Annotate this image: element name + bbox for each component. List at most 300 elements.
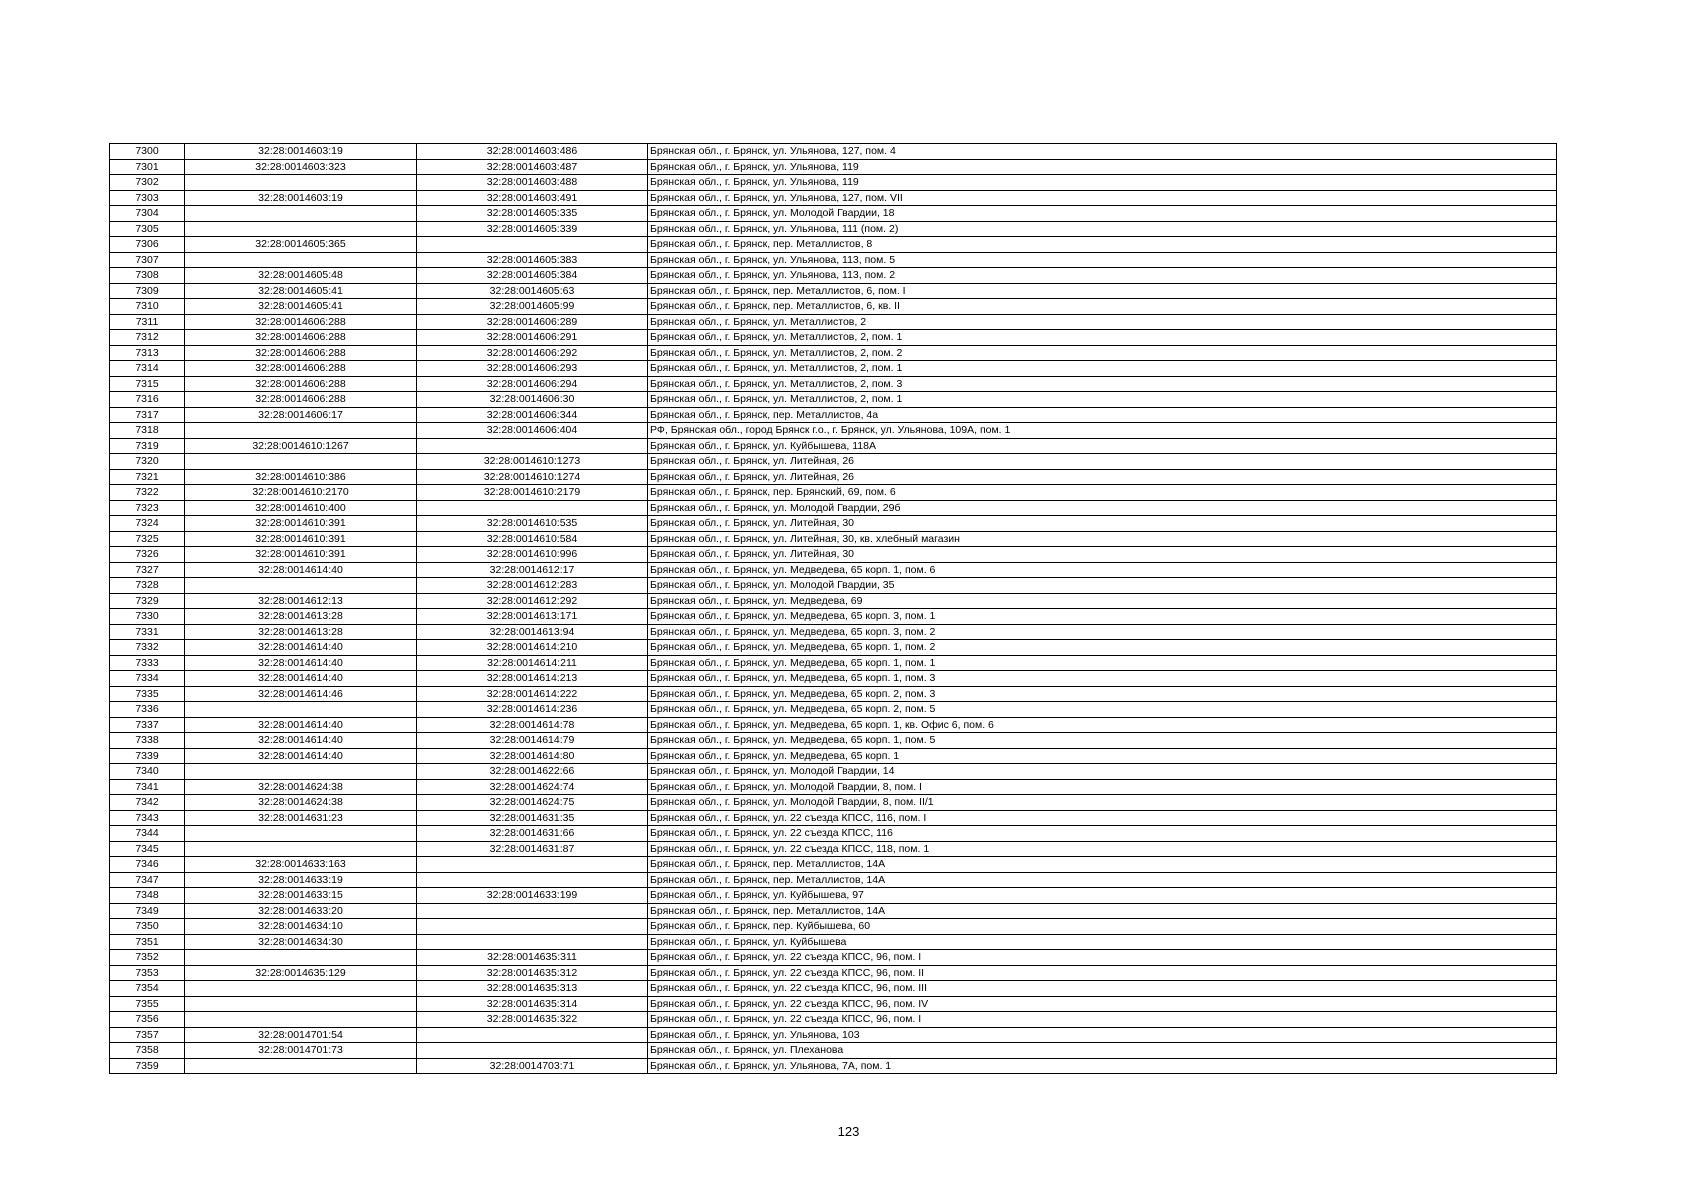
address-cell: Брянская обл., г. Брянск, ул. Медведева, 69: [648, 593, 1557, 609]
object-number-cell: 32:28:0014631:66: [417, 826, 648, 842]
address-cell: Брянская обл., г. Брянск, ул. Молодой Гвардии, 35: [648, 578, 1557, 594]
table-row: [110, 516, 1557, 532]
row-number-cell: 7347: [110, 872, 185, 888]
address-cell: Брянская обл., г. Брянск, пер. Брянский, 69, пом. 6: [648, 485, 1557, 501]
table-row: [110, 702, 1557, 718]
parcel-number-cell: [185, 702, 417, 718]
address-cell: Брянская обл., г. Брянск, ул. Медведева, 65 корп. 2, пом. 5: [648, 702, 1557, 718]
table-row: [110, 872, 1557, 888]
object-number-cell: 32:28:0014612:283: [417, 578, 648, 594]
address-cell: Брянская обл., г. Брянск, ул. Литейная, 26: [648, 469, 1557, 485]
row-number-cell: 7336: [110, 702, 185, 718]
object-number-cell: [417, 919, 648, 935]
parcel-number-cell: 32:28:0014633:19: [185, 872, 417, 888]
object-number-cell: 32:28:0014635:312: [417, 965, 648, 981]
row-number-cell: 7307: [110, 252, 185, 268]
table-row: [110, 593, 1557, 609]
table-row: [110, 1058, 1557, 1074]
row-number-cell: 7359: [110, 1058, 185, 1074]
row-number-cell: 7300: [110, 144, 185, 160]
row-number-cell: 7326: [110, 547, 185, 563]
row-number-cell: 7310: [110, 299, 185, 315]
object-number-cell: 32:28:0014610:2179: [417, 485, 648, 501]
object-number-cell: 32:28:0014635:322: [417, 1012, 648, 1028]
row-number-cell: 7314: [110, 361, 185, 377]
parcel-number-cell: 32:28:0014634:30: [185, 934, 417, 950]
address-cell: Брянская обл., г. Брянск, ул. Литейная, 26: [648, 454, 1557, 470]
parcel-number-cell: 32:28:0014610:400: [185, 500, 417, 516]
address-cell: Брянская обл., г. Брянск, ул. 22 съезда КПСС, 116, пом. I: [648, 810, 1557, 826]
row-number-cell: 7351: [110, 934, 185, 950]
row-number-cell: 7332: [110, 640, 185, 656]
parcel-number-cell: 32:28:0014606:17: [185, 407, 417, 423]
parcel-number-cell: [185, 1058, 417, 1074]
object-number-cell: [417, 857, 648, 873]
table-row: [110, 562, 1557, 578]
object-number-cell: 32:28:0014614:222: [417, 686, 648, 702]
object-number-cell: 32:28:0014610:584: [417, 531, 648, 547]
parcel-number-cell: [185, 950, 417, 966]
parcel-number-cell: 32:28:0014631:23: [185, 810, 417, 826]
address-cell: Брянская обл., г. Брянск, ул. Куйбышева, 118А: [648, 438, 1557, 454]
parcel-number-cell: 32:28:0014605:365: [185, 237, 417, 253]
table-row: [110, 237, 1557, 253]
object-number-cell: 32:28:0014610:535: [417, 516, 648, 532]
object-number-cell: [417, 237, 648, 253]
object-number-cell: 32:28:0014606:291: [417, 330, 648, 346]
table-row: [110, 314, 1557, 330]
address-cell: Брянская обл., г. Брянск, пер. Куйбышева, 60: [648, 919, 1557, 935]
table-row: [110, 810, 1557, 826]
object-number-cell: 32:28:0014614:80: [417, 748, 648, 764]
row-number-cell: 7338: [110, 733, 185, 749]
address-cell: Брянская обл., г. Брянск, ул. Металлистов, 2, пом. 2: [648, 345, 1557, 361]
object-number-cell: 32:28:0014610:1274: [417, 469, 648, 485]
table-row: [110, 1012, 1557, 1028]
row-number-cell: 7352: [110, 950, 185, 966]
row-number-cell: 7313: [110, 345, 185, 361]
address-cell: Брянская обл., г. Брянск, пер. Металлистов, 14А: [648, 857, 1557, 873]
object-number-cell: 32:28:0014606:30: [417, 392, 648, 408]
parcel-number-cell: 32:28:0014614:40: [185, 640, 417, 656]
parcel-number-cell: 32:28:0014605:41: [185, 299, 417, 315]
parcel-number-cell: 32:28:0014612:13: [185, 593, 417, 609]
row-number-cell: 7308: [110, 268, 185, 284]
table-row: [110, 500, 1557, 516]
row-number-cell: 7334: [110, 671, 185, 687]
object-number-cell: 32:28:0014605:339: [417, 221, 648, 237]
parcel-number-cell: 32:28:0014610:1267: [185, 438, 417, 454]
address-cell: Брянская обл., г. Брянск, ул. 22 съезда КПСС, 96, пом. I: [648, 950, 1557, 966]
object-number-cell: 32:28:0014622:66: [417, 764, 648, 780]
table-row: [110, 624, 1557, 640]
object-number-cell: 32:28:0014605:63: [417, 283, 648, 299]
table-row: [110, 748, 1557, 764]
parcel-number-cell: 32:28:0014610:2170: [185, 485, 417, 501]
address-cell: Брянская обл., г. Брянск, ул. Ульянова, 113, пом. 2: [648, 268, 1557, 284]
table-row: [110, 609, 1557, 625]
object-number-cell: 32:28:0014610:996: [417, 547, 648, 563]
row-number-cell: 7331: [110, 624, 185, 640]
object-number-cell: 32:28:0014610:1273: [417, 454, 648, 470]
object-number-cell: 32:28:0014603:486: [417, 144, 648, 160]
address-cell: Брянская обл., г. Брянск, ул. Ульянова, 127, пом. 4: [648, 144, 1557, 160]
table-row: [110, 221, 1557, 237]
address-cell: Брянская обл., г. Брянск, ул. Металлистов, 2, пом. 1: [648, 330, 1557, 346]
table-row: [110, 826, 1557, 842]
parcel-number-cell: 32:28:0014614:46: [185, 686, 417, 702]
parcel-number-cell: 32:28:0014606:288: [185, 361, 417, 377]
object-number-cell: 32:28:0014614:236: [417, 702, 648, 718]
address-cell: Брянская обл., г. Брянск, ул. 22 съезда КПСС, 96, пом. III: [648, 981, 1557, 997]
address-cell: Брянская обл., г. Брянск, ул. 22 съезда КПСС, 118, пом. 1: [648, 841, 1557, 857]
row-number-cell: 7311: [110, 314, 185, 330]
parcel-number-cell: 32:28:0014614:40: [185, 733, 417, 749]
parcel-number-cell: 32:28:0014614:40: [185, 717, 417, 733]
table-row: [110, 640, 1557, 656]
table-row: [110, 283, 1557, 299]
row-number-cell: 7323: [110, 500, 185, 516]
parcel-number-cell: 32:28:0014606:288: [185, 392, 417, 408]
row-number-cell: 7346: [110, 857, 185, 873]
row-number-cell: 7304: [110, 206, 185, 222]
object-number-cell: 32:28:0014603:488: [417, 175, 648, 191]
address-cell: Брянская обл., г. Брянск, ул. Медведева, 65 корп. 1, пом. 1: [648, 655, 1557, 671]
object-number-cell: 32:28:0014614:79: [417, 733, 648, 749]
table-row: [110, 438, 1557, 454]
row-number-cell: 7325: [110, 531, 185, 547]
row-number-cell: 7318: [110, 423, 185, 439]
address-cell: Брянская обл., г. Брянск, ул. Куйбышева: [648, 934, 1557, 950]
parcel-number-cell: 32:28:0014603:19: [185, 144, 417, 160]
table-row: [110, 795, 1557, 811]
address-cell: Брянская обл., г. Брянск, ул. Медведева, 65 корп. 3, пом. 1: [648, 609, 1557, 625]
object-number-cell: [417, 872, 648, 888]
parcel-number-cell: [185, 1012, 417, 1028]
row-number-cell: 7335: [110, 686, 185, 702]
object-number-cell: 32:28:0014624:75: [417, 795, 648, 811]
row-number-cell: 7309: [110, 283, 185, 299]
address-cell: РФ, Брянская обл., город Брянск г.о., г. Брянск, ул. Ульянова, 109А, пом. 1: [648, 423, 1557, 439]
parcel-number-cell: 32:28:0014603:323: [185, 159, 417, 175]
object-number-cell: 32:28:0014635:311: [417, 950, 648, 966]
address-cell: Брянская обл., г. Брянск, ул. Ульянова, 111 (пом. 2): [648, 221, 1557, 237]
address-cell: Брянская обл., г. Брянск, пер. Металлистов, 4а: [648, 407, 1557, 423]
row-number-cell: 7333: [110, 655, 185, 671]
table-row: [110, 469, 1557, 485]
parcel-number-cell: 32:28:0014614:40: [185, 655, 417, 671]
row-number-cell: 7305: [110, 221, 185, 237]
parcel-number-cell: 32:28:0014606:288: [185, 376, 417, 392]
address-cell: Брянская обл., г. Брянск, ул. Ульянова, 127, пом. VII: [648, 190, 1557, 206]
object-number-cell: 32:28:0014606:404: [417, 423, 648, 439]
table-row: [110, 392, 1557, 408]
object-number-cell: 32:28:0014606:294: [417, 376, 648, 392]
parcel-number-cell: 32:28:0014606:288: [185, 330, 417, 346]
parcel-number-cell: 32:28:0014603:19: [185, 190, 417, 206]
object-number-cell: [417, 1043, 648, 1059]
parcel-number-cell: 32:28:0014701:73: [185, 1043, 417, 1059]
object-number-cell: [417, 500, 648, 516]
table-row: [110, 1043, 1557, 1059]
object-number-cell: 32:28:0014605:99: [417, 299, 648, 315]
parcel-number-cell: 32:28:0014614:40: [185, 671, 417, 687]
parcel-number-cell: 32:28:0014606:288: [185, 345, 417, 361]
object-number-cell: 32:28:0014703:71: [417, 1058, 648, 1074]
address-cell: Брянская обл., г. Брянск, ул. Литейная, 30, кв. хлебный магазин: [648, 531, 1557, 547]
parcel-number-cell: [185, 454, 417, 470]
parcel-number-cell: 32:28:0014634:10: [185, 919, 417, 935]
object-number-cell: 32:28:0014635:314: [417, 996, 648, 1012]
parcel-number-cell: 32:28:0014624:38: [185, 795, 417, 811]
address-cell: Брянская обл., г. Брянск, ул. Металлистов, 2: [648, 314, 1557, 330]
table-row: [110, 423, 1557, 439]
table-row: [110, 345, 1557, 361]
table-row: [110, 950, 1557, 966]
object-number-cell: 32:28:0014603:491: [417, 190, 648, 206]
table-row: [110, 376, 1557, 392]
object-number-cell: [417, 934, 648, 950]
table-row: [110, 361, 1557, 377]
address-cell: Брянская обл., г. Брянск, ул. Медведева, 65 корп. 2, пом. 3: [648, 686, 1557, 702]
object-number-cell: 32:28:0014631:87: [417, 841, 648, 857]
parcel-number-cell: [185, 841, 417, 857]
object-number-cell: 32:28:0014624:74: [417, 779, 648, 795]
table-row: [110, 190, 1557, 206]
object-number-cell: 32:28:0014614:213: [417, 671, 648, 687]
page-number: 123: [837, 1124, 860, 1139]
row-number-cell: 7319: [110, 438, 185, 454]
address-cell: Брянская обл., г. Брянск, ул. Медведева, 65 корп. 1, пом. 2: [648, 640, 1557, 656]
address-cell: Брянская обл., г. Брянск, ул. Молодой Гвардии, 29б: [648, 500, 1557, 516]
row-number-cell: 7315: [110, 376, 185, 392]
parcel-number-cell: [185, 764, 417, 780]
parcel-number-cell: [185, 206, 417, 222]
parcel-number-cell: 32:28:0014605:41: [185, 283, 417, 299]
table-row: [110, 268, 1557, 284]
object-number-cell: 32:28:0014635:313: [417, 981, 648, 997]
parcel-number-cell: 32:28:0014701:54: [185, 1027, 417, 1043]
object-number-cell: 32:28:0014614:210: [417, 640, 648, 656]
table-row: [110, 407, 1557, 423]
object-number-cell: 32:28:0014606:293: [417, 361, 648, 377]
parcel-number-cell: 32:28:0014614:40: [185, 748, 417, 764]
address-cell: Брянская обл., г. Брянск, ул. Медведева, 65 корп. 1: [648, 748, 1557, 764]
parcel-number-cell: 32:28:0014606:288: [185, 314, 417, 330]
row-number-cell: 7348: [110, 888, 185, 904]
row-number-cell: 7312: [110, 330, 185, 346]
parcel-number-cell: 32:28:0014613:28: [185, 624, 417, 640]
object-number-cell: 32:28:0014613:171: [417, 609, 648, 625]
row-number-cell: 7322: [110, 485, 185, 501]
parcel-number-cell: [185, 221, 417, 237]
parcel-number-cell: 32:28:0014633:163: [185, 857, 417, 873]
table-row: [110, 686, 1557, 702]
address-cell: Брянская обл., г. Брянск, ул. Ульянова, 103: [648, 1027, 1557, 1043]
row-number-cell: 7303: [110, 190, 185, 206]
table-row: [110, 671, 1557, 687]
table-row: [110, 159, 1557, 175]
table-row: [110, 934, 1557, 950]
address-cell: Брянская обл., г. Брянск, ул. Медведева, 65 корп. 3, пом. 2: [648, 624, 1557, 640]
table-row: [110, 779, 1557, 795]
table-row: [110, 299, 1557, 315]
table-row: [110, 717, 1557, 733]
parcel-number-cell: 32:28:0014624:38: [185, 779, 417, 795]
table-row: [110, 764, 1557, 780]
parcel-number-cell: [185, 175, 417, 191]
row-number-cell: 7320: [110, 454, 185, 470]
table-row: [110, 981, 1557, 997]
address-cell: Брянская обл., г. Брянск, ул. Ульянова, 7А, пом. 1: [648, 1058, 1557, 1074]
table-row: [110, 578, 1557, 594]
address-cell: Брянская обл., г. Брянск, ул. Ульянова, 119: [648, 175, 1557, 191]
object-number-cell: [417, 438, 648, 454]
address-cell: Брянская обл., г. Брянск, пер. Металлистов, 6, пом. I: [648, 283, 1557, 299]
object-number-cell: 32:28:0014614:78: [417, 717, 648, 733]
row-number-cell: 7349: [110, 903, 185, 919]
parcel-number-cell: 32:28:0014613:28: [185, 609, 417, 625]
address-cell: Брянская обл., г. Брянск, ул. Медведева, 65 корп. 1, пом. 5: [648, 733, 1557, 749]
row-number-cell: 7355: [110, 996, 185, 1012]
parcel-number-cell: 32:28:0014605:48: [185, 268, 417, 284]
table-row: [110, 206, 1557, 222]
parcel-number-cell: 32:28:0014635:129: [185, 965, 417, 981]
table-row: [110, 454, 1557, 470]
row-number-cell: 7302: [110, 175, 185, 191]
object-number-cell: 32:28:0014612:292: [417, 593, 648, 609]
address-cell: Брянская обл., г. Брянск, ул. Металлистов, 2, пом. 1: [648, 361, 1557, 377]
address-cell: Брянская обл., г. Брянск, пер. Металлистов, 14А: [648, 872, 1557, 888]
address-cell: Брянская обл., г. Брянск, ул. Литейная, 30: [648, 516, 1557, 532]
row-number-cell: 7339: [110, 748, 185, 764]
row-number-cell: 7354: [110, 981, 185, 997]
parcel-number-cell: 32:28:0014610:391: [185, 547, 417, 563]
object-number-cell: 32:28:0014613:94: [417, 624, 648, 640]
table-row: [110, 531, 1557, 547]
row-number-cell: 7357: [110, 1027, 185, 1043]
address-cell: Брянская обл., г. Брянск, ул. Металлистов, 2, пом. 3: [648, 376, 1557, 392]
row-number-cell: 7321: [110, 469, 185, 485]
row-number-cell: 7341: [110, 779, 185, 795]
row-number-cell: 7306: [110, 237, 185, 253]
address-cell: Брянская обл., г. Брянск, пер. Металлистов, 8: [648, 237, 1557, 253]
parcel-number-cell: 32:28:0014633:15: [185, 888, 417, 904]
row-number-cell: 7342: [110, 795, 185, 811]
address-cell: Брянская обл., г. Брянск, ул. Плеханова: [648, 1043, 1557, 1059]
table-row: [110, 919, 1557, 935]
object-number-cell: 32:28:0014605:335: [417, 206, 648, 222]
table-row: [110, 175, 1557, 191]
object-number-cell: 32:28:0014631:35: [417, 810, 648, 826]
address-cell: Брянская обл., г. Брянск, ул. Медведева, 65 корп. 1, пом. 3: [648, 671, 1557, 687]
row-number-cell: 7317: [110, 407, 185, 423]
row-number-cell: 7344: [110, 826, 185, 842]
table-row: [110, 485, 1557, 501]
table-row: [110, 144, 1557, 160]
row-number-cell: 7301: [110, 159, 185, 175]
table-row: [110, 655, 1557, 671]
address-cell: Брянская обл., г. Брянск, ул. 22 съезда КПСС, 96, пом. IV: [648, 996, 1557, 1012]
parcel-number-cell: 32:28:0014610:391: [185, 516, 417, 532]
address-cell: Брянская обл., г. Брянск, ул. Молодой Гвардии, 8, пом. I: [648, 779, 1557, 795]
row-number-cell: 7329: [110, 593, 185, 609]
table-row: [110, 996, 1557, 1012]
object-number-cell: 32:28:0014606:289: [417, 314, 648, 330]
row-number-cell: 7316: [110, 392, 185, 408]
parcel-number-cell: [185, 423, 417, 439]
address-cell: Брянская обл., г. Брянск, пер. Металлистов, 6, кв. II: [648, 299, 1557, 315]
row-number-cell: 7353: [110, 965, 185, 981]
object-number-cell: 32:28:0014606:292: [417, 345, 648, 361]
parcel-number-cell: 32:28:0014610:386: [185, 469, 417, 485]
table-row: [110, 965, 1557, 981]
object-number-cell: 32:28:0014605:384: [417, 268, 648, 284]
address-cell: Брянская обл., г. Брянск, ул. 22 съезда КПСС, 96, пом. I: [648, 1012, 1557, 1028]
row-number-cell: 7340: [110, 764, 185, 780]
row-number-cell: 7324: [110, 516, 185, 532]
object-number-cell: 32:28:0014614:211: [417, 655, 648, 671]
object-number-cell: [417, 903, 648, 919]
address-cell: Брянская обл., г. Брянск, ул. Литейная, 30: [648, 547, 1557, 563]
row-number-cell: 7350: [110, 919, 185, 935]
address-cell: Брянская обл., г. Брянск, ул. Куйбышева, 97: [648, 888, 1557, 904]
object-number-cell: [417, 1027, 648, 1043]
parcel-number-cell: [185, 826, 417, 842]
row-number-cell: 7327: [110, 562, 185, 578]
row-number-cell: 7358: [110, 1043, 185, 1059]
row-number-cell: 7337: [110, 717, 185, 733]
object-number-cell: 32:28:0014603:487: [417, 159, 648, 175]
table-row: [110, 888, 1557, 904]
object-number-cell: 32:28:0014633:199: [417, 888, 648, 904]
table-row: [110, 252, 1557, 268]
address-cell: Брянская обл., г. Брянск, ул. Медведева, 65 корп. 1, пом. 6: [648, 562, 1557, 578]
table-row: [110, 903, 1557, 919]
row-number-cell: 7330: [110, 609, 185, 625]
row-number-cell: 7356: [110, 1012, 185, 1028]
address-cell: Брянская обл., г. Брянск, ул. Ульянова, 113, пом. 5: [648, 252, 1557, 268]
row-number-cell: 7343: [110, 810, 185, 826]
parcel-number-cell: [185, 996, 417, 1012]
row-number-cell: 7345: [110, 841, 185, 857]
parcel-number-cell: 32:28:0014633:20: [185, 903, 417, 919]
parcel-number-cell: [185, 578, 417, 594]
address-cell: Брянская обл., г. Брянск, ул. Медведева, 65 корп. 1, кв. Офис 6, пом. 6: [648, 717, 1557, 733]
address-cell: Брянская обл., г. Брянск, ул. Молодой Гвардии, 8, пом. II/1: [648, 795, 1557, 811]
address-cell: Брянская обл., г. Брянск, ул. 22 съезда КПСС, 116: [648, 826, 1557, 842]
table-row: [110, 330, 1557, 346]
address-cell: Брянская обл., г. Брянск, ул. Молодой Гвардии, 18: [648, 206, 1557, 222]
table-row: [110, 733, 1557, 749]
parcel-number-cell: [185, 252, 417, 268]
parcel-number-cell: 32:28:0014614:40: [185, 562, 417, 578]
address-cell: Брянская обл., г. Брянск, ул. 22 съезда КПСС, 96, пом. II: [648, 965, 1557, 981]
row-number-cell: 7328: [110, 578, 185, 594]
parcel-number-cell: 32:28:0014610:391: [185, 531, 417, 547]
table-row: [110, 841, 1557, 857]
address-cell: Брянская обл., г. Брянск, ул. Молодой Гвардии, 14: [648, 764, 1557, 780]
address-cell: Брянская обл., г. Брянск, ул. Металлистов, 2, пом. 1: [648, 392, 1557, 408]
object-number-cell: 32:28:0014606:344: [417, 407, 648, 423]
address-cell: Брянская обл., г. Брянск, ул. Ульянова, 119: [648, 159, 1557, 175]
address-cell: Брянская обл., г. Брянск, пер. Металлистов, 14А: [648, 903, 1557, 919]
table-row: [110, 857, 1557, 873]
table-row: [110, 1027, 1557, 1043]
registry-table-body: [110, 144, 1557, 1074]
registry-table: [109, 143, 1557, 1074]
parcel-number-cell: [185, 981, 417, 997]
